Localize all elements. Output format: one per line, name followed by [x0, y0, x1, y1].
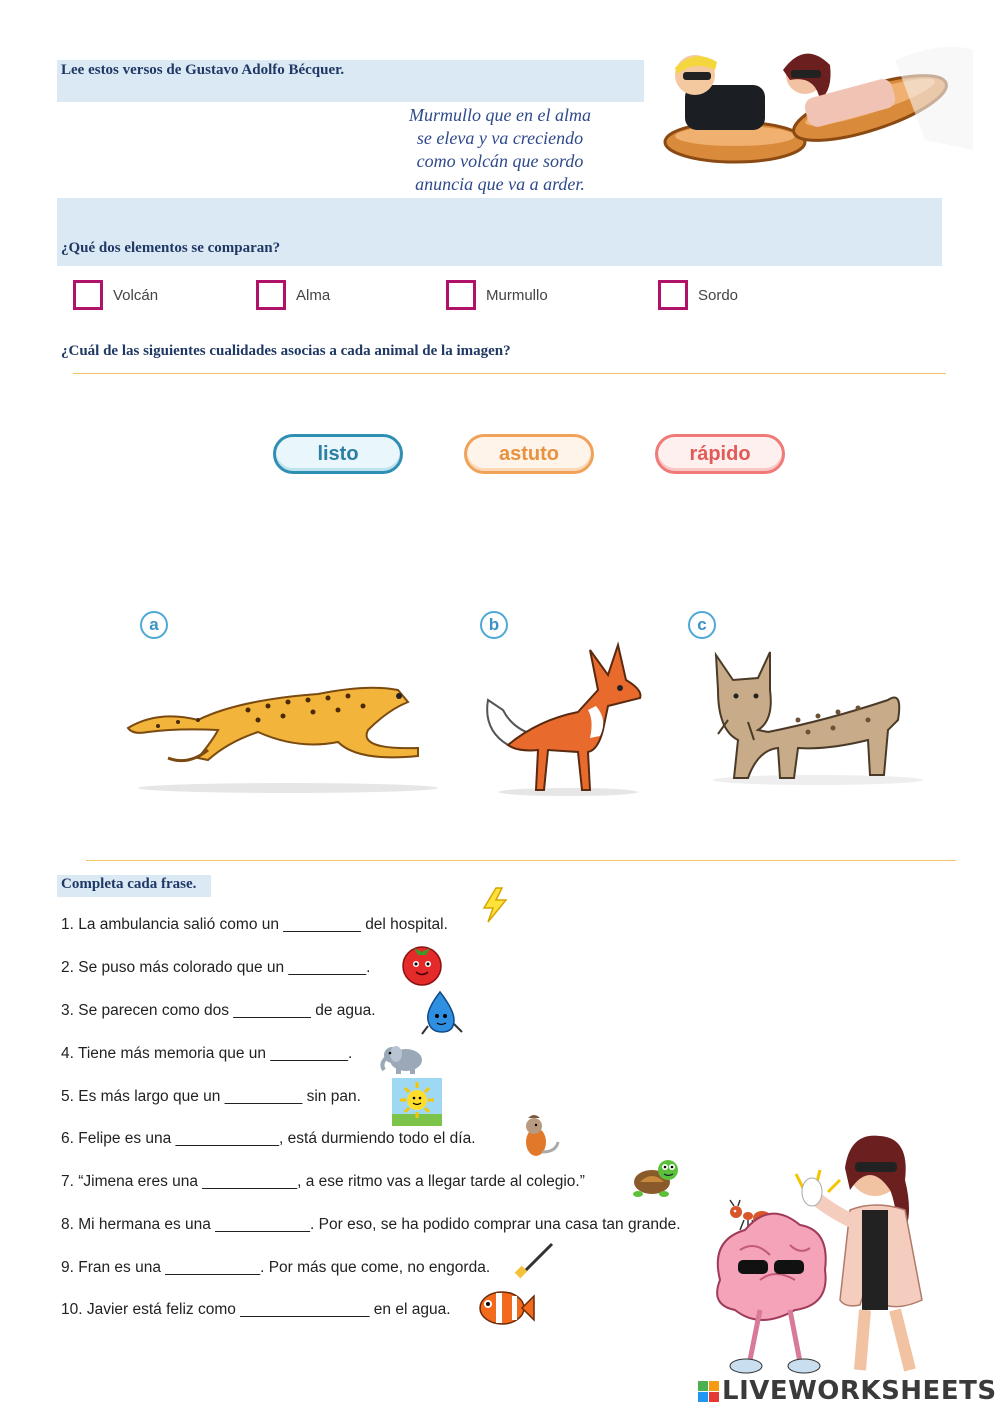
animal-letter-a: a: [140, 611, 168, 639]
sentence-2: 2. Se puso más colorado que un _________.: [61, 959, 371, 976]
sun-icon: [392, 1078, 442, 1126]
option-label: Volcán: [113, 286, 159, 304]
intro-heading: Lee estos versos de Gustavo Adolfo Bécquer.: [61, 62, 345, 78]
sentence-1: 1. La ambulancia salió como un _________ del hospital.: [61, 916, 448, 933]
option-sordo[interactable]: [658, 280, 738, 310]
poem-line: se eleva y va creciendo: [416, 128, 584, 148]
lynx-icon[interactable]: [708, 650, 938, 790]
lightning-icon: [480, 886, 510, 924]
checkbox[interactable]: [658, 280, 688, 310]
cheetah-icon[interactable]: [118, 670, 448, 800]
exercise-heading: Completa cada frase.: [61, 876, 197, 892]
elephant-icon: [378, 1040, 426, 1076]
sentence-4: 4. Tiene más memoria que un _________.: [61, 1045, 353, 1062]
quality-listo[interactable]: listo: [273, 434, 403, 474]
option-alma[interactable]: [256, 280, 330, 310]
bitmoji-canoe-illustration: [655, 30, 975, 180]
turtle-icon: [626, 1152, 682, 1202]
option-murmullo[interactable]: [446, 280, 548, 310]
logo-mark-icon: [698, 1381, 719, 1402]
question1-text: ¿Qué dos elementos se comparan?: [61, 240, 281, 256]
poem-line: Murmullo que en el alma: [409, 105, 591, 125]
option-label: Sordo: [698, 286, 739, 304]
liveworksheets-logo: [698, 1376, 997, 1406]
divider: [86, 860, 956, 861]
checkbox[interactable]: [446, 280, 476, 310]
animal-letter-b: b: [480, 611, 508, 639]
teacher-brain-illustration: [700, 1130, 990, 1380]
poem-line: anuncia que va a arder.: [415, 174, 585, 194]
fox-icon[interactable]: [478, 640, 648, 800]
option-label: Murmullo: [486, 286, 548, 304]
divider: [73, 373, 946, 374]
quality-astuto[interactable]: astuto: [464, 434, 594, 474]
sentence-7: 7. “Jimena eres una ___________, a ese ritmo vas a llegar tarde al colegio.”: [61, 1173, 585, 1190]
animal-letter-c: c: [688, 611, 716, 639]
checkbox[interactable]: [256, 280, 286, 310]
quality-rapido[interactable]: rápido: [655, 434, 785, 474]
sentence-6: 6. Felipe es una ____________, está durmiendo todo el día.: [61, 1130, 476, 1147]
sentence-10: 10. Javier está feliz como _______________ en el agua.: [61, 1301, 451, 1318]
brand-text: LIVEWORKSHEETS: [722, 1376, 997, 1406]
clownfish-icon: [474, 1284, 536, 1332]
sentence-5: 5. Es más largo que un _________ sin pan.: [61, 1088, 361, 1105]
sentence-8: 8. Mi hermana es una ___________. Por eso, se ha podido comprar una casa tan grande.: [61, 1216, 681, 1233]
poem: [380, 104, 620, 196]
question2-text: ¿Cuál de las siguientes cualidades asocias a cada animal de la imagen?: [61, 343, 511, 359]
option-label: Alma: [296, 286, 331, 304]
brush-icon: [514, 1240, 558, 1280]
water-drop-icon: [418, 988, 466, 1036]
sentence-9: 9. Fran es una ___________. Por más que come, no engorda.: [61, 1259, 491, 1276]
dormouse-icon: [512, 1112, 562, 1162]
tomato-icon: [394, 938, 450, 988]
poem-line: como volcán que sordo: [416, 151, 584, 171]
sentence-3: 3. Se parecen como dos _________ de agua.: [61, 1002, 376, 1019]
checkbox[interactable]: [73, 280, 103, 310]
option-volcan[interactable]: [73, 280, 158, 310]
